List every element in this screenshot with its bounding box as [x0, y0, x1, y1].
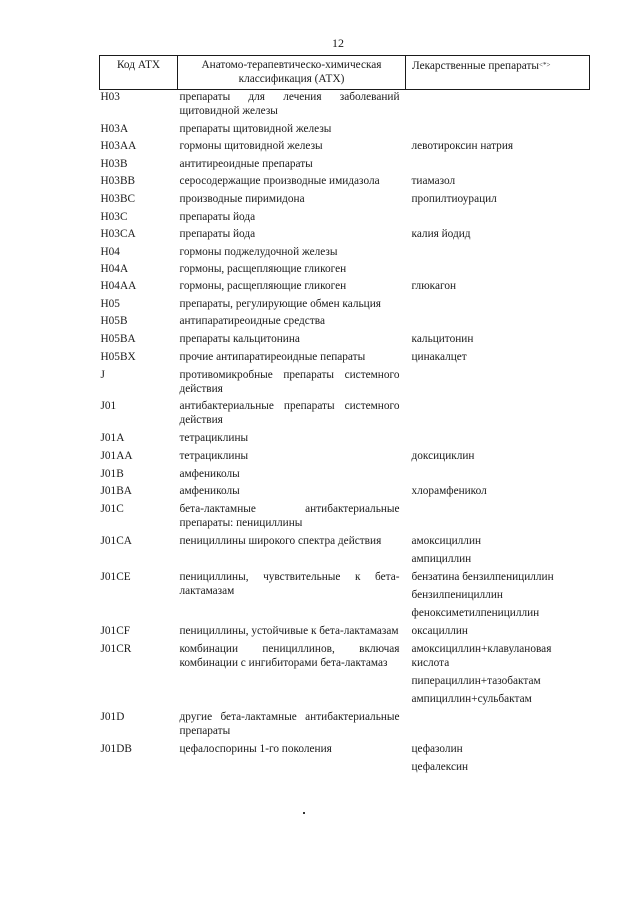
- medicines-cell: [406, 742, 590, 778]
- atx-classification-table: [99, 55, 590, 778]
- header-medicines: [406, 56, 590, 90]
- table-row: [100, 399, 590, 431]
- table-row: [100, 157, 590, 174]
- medicine-name: амоксициллин+клавулановая кислота: [411, 643, 552, 669]
- atx-code-cell: H05: [100, 298, 120, 310]
- medicine-name: калия йодид: [411, 228, 471, 240]
- scan-dot: [303, 812, 305, 814]
- atx-classification-cell: препараты для лечения заболеваний щитовидной железы: [179, 91, 400, 117]
- table-row: [100, 467, 590, 484]
- table-row: [100, 431, 590, 449]
- header-medicines-label: Лекарственные препараты: [412, 60, 539, 72]
- atx-code-cell: H04AA: [100, 280, 137, 292]
- table-row: [100, 279, 590, 297]
- medicine-name: глюкагон: [411, 280, 457, 292]
- medicine-name: бензатина бензилпенициллин: [411, 571, 554, 583]
- atx-classification-cell: тетрациклины: [179, 432, 249, 444]
- header-medicines-footnote-mark: <*>: [539, 61, 551, 69]
- medicine-name: доксициклин: [411, 450, 475, 462]
- atx-classification-cell: препараты йода: [179, 228, 256, 240]
- atx-classification-cell: препараты йода: [179, 211, 256, 223]
- medicine-name: цефалексин: [411, 761, 469, 773]
- medicines-cell: [406, 279, 590, 297]
- table-row: [100, 174, 590, 192]
- medicines-cell: [406, 314, 590, 332]
- table-row: [100, 192, 590, 210]
- atx-classification-cell: комбинации пенициллинов, включая комбинации с ингибиторами бета-лактамаз: [179, 643, 400, 669]
- atx-code-cell: H03AA: [100, 140, 137, 152]
- atx-classification-cell: антитиреоидные препараты: [179, 158, 313, 170]
- table-row: [100, 449, 590, 467]
- atx-code-cell: H04A: [100, 263, 129, 275]
- atx-code-cell: J01CF: [100, 625, 131, 637]
- atx-classification-cell: пенициллины, чувствительные к бета-лактамазам: [179, 571, 400, 597]
- atx-classification-cell: пенициллины, устойчивые к бета-лактамазам: [179, 625, 399, 637]
- medicines-cell: [406, 297, 590, 314]
- atx-code-cell: J01C: [100, 503, 124, 515]
- atx-classification-cell: амфениколы: [179, 485, 240, 497]
- atx-classification-cell: амфениколы: [179, 468, 240, 480]
- atx-code-cell: H03B: [100, 158, 128, 170]
- atx-code-cell: H03A: [100, 123, 129, 135]
- medicine-name: кальцитонин: [411, 333, 474, 345]
- atx-classification-cell: тетрациклины: [179, 450, 249, 462]
- medicines-cell: [406, 642, 590, 710]
- medicine-name: цефазолин: [411, 743, 463, 755]
- table-row: [100, 502, 590, 534]
- medicine-name: бензилпенициллин: [411, 589, 503, 601]
- medicines-cell: [406, 710, 590, 742]
- table-row: [100, 227, 590, 245]
- medicines-cell: [406, 262, 590, 279]
- medicine-name: пропилтиоурацил: [411, 193, 497, 205]
- table-row: [100, 710, 590, 742]
- atx-code-cell: H05BA: [100, 333, 136, 345]
- table-header-row: [100, 56, 590, 90]
- medicines-cell: [406, 245, 590, 262]
- medicines-cell: [406, 227, 590, 245]
- atx-classification-cell: пенициллины широкого спектра действия: [179, 535, 382, 547]
- medicines-cell: [406, 570, 590, 624]
- atx-classification-cell: прочие антипаратиреоидные пепараты: [179, 351, 366, 363]
- table-row: [100, 90, 590, 123]
- medicine-name: оксациллин: [411, 625, 468, 637]
- atx-classification-cell: препараты щитовидной железы: [179, 123, 332, 135]
- table-row: [100, 534, 590, 570]
- medicines-cell: [406, 467, 590, 484]
- table-row: [100, 624, 590, 642]
- medicines-cell: [406, 210, 590, 227]
- atx-classification-cell: гормоны щитовидной железы: [179, 140, 323, 152]
- table-row: [100, 642, 590, 710]
- medicines-cell: [406, 332, 590, 350]
- atx-code-cell: H05B: [100, 315, 128, 327]
- atx-code-cell: J01D: [100, 711, 125, 723]
- header-atx-classification: Анатомо-терапевтическо-химическая классификация (АТХ): [178, 56, 406, 90]
- atx-code-cell: J01DB: [100, 743, 132, 755]
- atx-code-cell: H03CA: [100, 228, 136, 240]
- medicines-cell: [406, 502, 590, 534]
- table-row: [100, 297, 590, 314]
- atx-classification-cell: препараты кальцитонина: [179, 333, 300, 345]
- atx-classification-cell: гормоны, расщепляющие гликоген: [179, 280, 347, 292]
- table-row: [100, 368, 590, 399]
- medicine-name: хлорамфеникол: [411, 485, 487, 497]
- medicine-name: амоксициллин: [411, 535, 482, 547]
- atx-classification-cell: гормоны, расщепляющие гликоген: [179, 263, 347, 275]
- atx-code-cell: J01CE: [100, 571, 131, 583]
- atx-code-cell: H03: [100, 91, 120, 103]
- table-row: [100, 570, 590, 624]
- atx-classification-cell: бета-лактамные антибактериальные препараты: пенициллины: [179, 503, 400, 529]
- medicines-cell: [406, 192, 590, 210]
- medicines-cell: [406, 350, 590, 368]
- atx-code-cell: H04: [100, 246, 120, 258]
- atx-classification-cell: антипаратиреоидные средства: [179, 315, 325, 327]
- atx-code-cell: H03BC: [100, 193, 136, 205]
- medicine-name: ампициллин+сульбактам: [411, 693, 532, 705]
- atx-classification-cell: препараты, регулирующие обмен кальция: [179, 298, 381, 310]
- atx-classification-cell: цефалоспорины 1-го поколения: [179, 743, 332, 755]
- atx-code-cell: J01CR: [100, 643, 132, 655]
- table-row: [100, 122, 590, 139]
- atx-code-cell: J01: [100, 400, 117, 412]
- medicines-cell: [406, 431, 590, 449]
- medicines-cell: [406, 368, 590, 399]
- medicines-cell: [406, 449, 590, 467]
- table-row: [100, 262, 590, 279]
- medicines-cell: [406, 399, 590, 431]
- table-row: [100, 742, 590, 778]
- medicines-cell: [406, 484, 590, 502]
- medicines-cell: [406, 90, 590, 123]
- medicines-cell: [406, 139, 590, 157]
- medicine-name: феноксиметилпенициллин: [411, 607, 540, 619]
- atx-classification-cell: гормоны поджелудочной железы: [179, 246, 338, 258]
- atx-code-cell: H05BX: [100, 351, 136, 363]
- atx-code-cell: H03BB: [100, 175, 136, 187]
- page-number: 12: [332, 36, 344, 50]
- table-row: [100, 245, 590, 262]
- table-body: [100, 90, 590, 779]
- atx-classification-cell: другие бета-лактамные антибактериальные препараты: [179, 711, 400, 737]
- atx-classification-cell: противомикробные препараты системного действия: [179, 369, 400, 395]
- medicine-name: левотироксин натрия: [411, 140, 514, 152]
- medicine-name: пиперациллин+тазобактам: [411, 675, 541, 687]
- medicine-name: цинакалцет: [411, 351, 467, 363]
- medicines-cell: [406, 174, 590, 192]
- atx-code-cell: J01A: [100, 432, 125, 444]
- atx-code-cell: J01AA: [100, 450, 133, 462]
- atx-code-cell: J01CA: [100, 535, 132, 547]
- medicines-cell: [406, 624, 590, 642]
- atx-code-cell: J01BA: [100, 485, 132, 497]
- medicines-cell: [406, 122, 590, 139]
- atx-code-cell: J01B: [100, 468, 124, 480]
- table-row: [100, 210, 590, 227]
- medicine-name: ампициллин: [411, 553, 472, 565]
- atx-code-cell: H03C: [100, 211, 128, 223]
- atx-classification-cell: антибактериальные препараты системного действия: [179, 400, 400, 426]
- table-row: [100, 332, 590, 350]
- table-row: [100, 314, 590, 332]
- header-atx-code: Код АТХ: [100, 56, 178, 90]
- medicine-name: тиамазол: [411, 175, 456, 187]
- table-row: [100, 484, 590, 502]
- atx-code-cell: J: [100, 369, 105, 381]
- medicines-cell: [406, 157, 590, 174]
- table-row: [100, 139, 590, 157]
- medicines-cell: [406, 534, 590, 570]
- table-row: [100, 350, 590, 368]
- atx-classification-cell: производные пиримидона: [179, 193, 305, 205]
- atx-classification-cell: серосодержащие производные имидазола: [179, 175, 380, 187]
